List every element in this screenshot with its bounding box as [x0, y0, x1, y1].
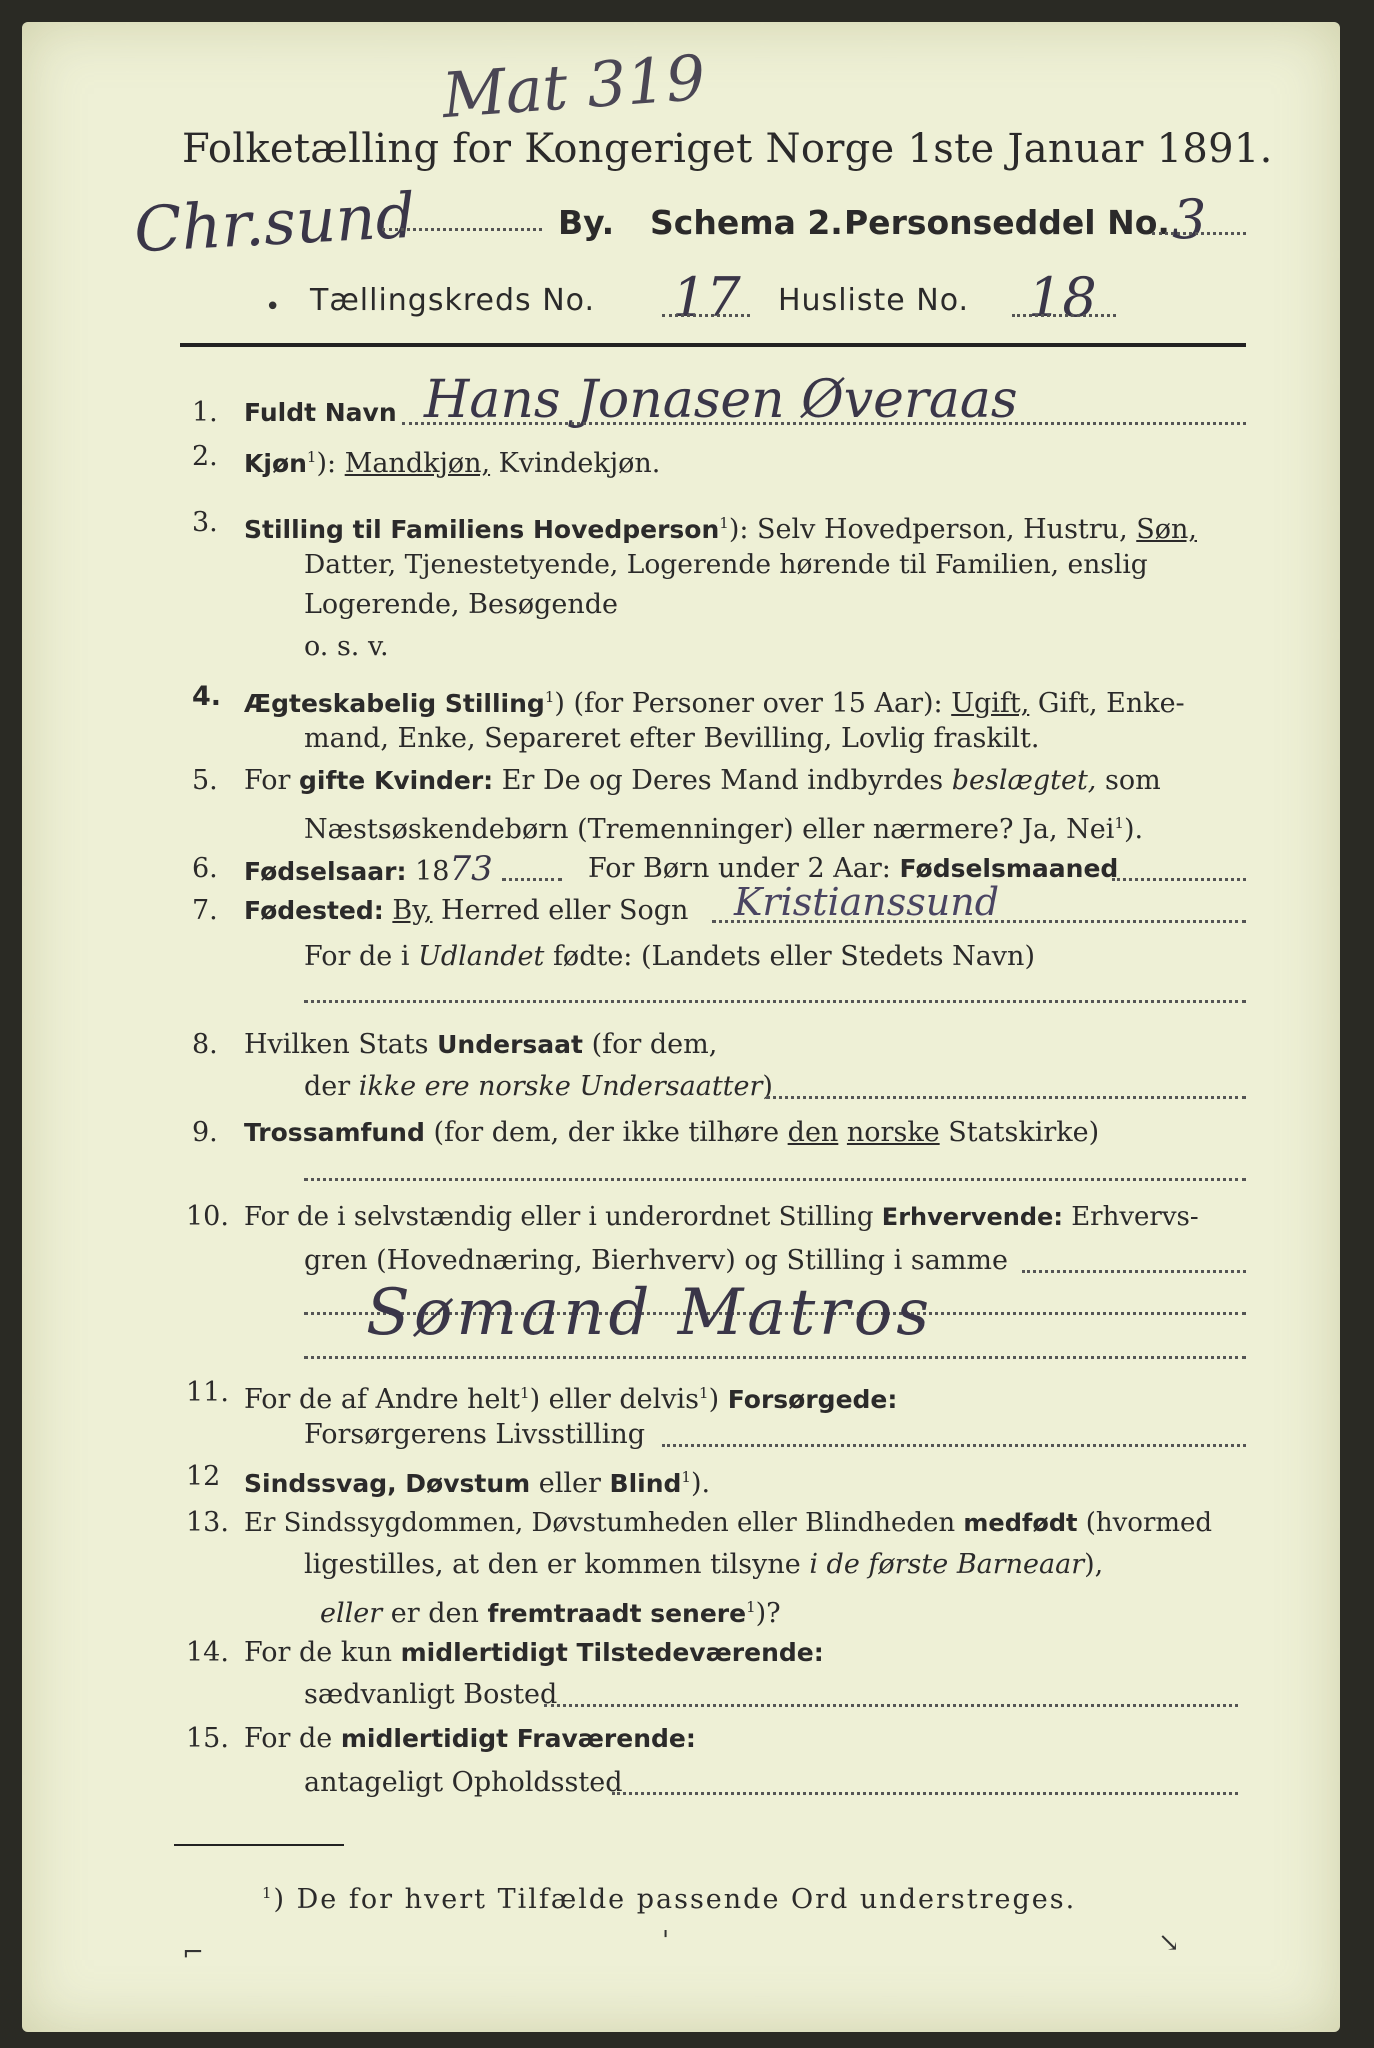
by-label: By. [558, 203, 615, 242]
q10-label: Erhvervende: [881, 1203, 1063, 1231]
q4-line1 [244, 680, 1185, 721]
q7-line1 [244, 894, 688, 928]
q4-number: 4. [192, 681, 222, 712]
q3-label: Stilling til Familiens Hovedperson [244, 515, 720, 544]
husliste-dots [1012, 314, 1116, 317]
q9-line1 [244, 1116, 1099, 1150]
q8-line2-a: der [304, 1071, 359, 1102]
q10-text-a: For de i selvstændig eller i underordnet Stilling [244, 1202, 882, 1232]
q2-label: Kjøn [244, 449, 307, 478]
q13-text-a: Er Sindssygdommen, Døvstumheden eller Blindheden [244, 1508, 964, 1538]
q8-line1 [244, 1028, 717, 1062]
q8-line2-b: ) [762, 1071, 773, 1102]
q3-line1 [244, 506, 1197, 547]
q13-line1 [244, 1506, 1212, 1540]
q7-text: Herred eller Sogn [432, 895, 689, 926]
q10-answer: Sømand Matros [366, 1276, 934, 1350]
kreds-number: 17 [672, 266, 741, 329]
q14-line2: sædvanligt Bosted [304, 1679, 558, 1710]
q1-number: 1. [192, 397, 218, 428]
q13-number: 13. [186, 1507, 229, 1538]
husliste-label: Husliste No. [778, 283, 970, 318]
q8-label: Undersaat [437, 1030, 583, 1059]
q6-line [244, 849, 493, 889]
q13-line2-b: ), [1084, 1549, 1104, 1580]
personseddel-dots [1152, 232, 1246, 235]
q9-space [838, 1117, 847, 1148]
q7-line2-a: For de i [304, 941, 419, 972]
stray-mark-right: ↘ [1158, 1928, 1180, 1958]
personseddel-label: Personseddel No. [844, 203, 1170, 242]
q13-sup: 1 [746, 1598, 756, 1616]
q7-line2-b: fødte: (Landets eller Stedets Navn) [544, 941, 1035, 972]
q14-text-a: For de kun [244, 1637, 401, 1668]
q4-text: ) (for Personer over 15 Aar): [554, 688, 952, 719]
q11-label: Forsørgede: [727, 1385, 898, 1414]
q1-dots [402, 422, 1246, 425]
stray-mark-left: ⌐ [182, 1938, 204, 1968]
q6-label-b: Fødselsmaaned [899, 854, 1119, 883]
q10-line2: gren (Hovednæring, Bierhverv) og Stilling i samme [304, 1245, 1009, 1276]
q7-label: Fødested: [244, 896, 384, 925]
q5-text-c: som [1096, 765, 1161, 796]
q10-dots-a [1022, 1270, 1246, 1273]
q5-text-b: Er De og Deres Mand indbyrdes [493, 765, 952, 796]
q4-text-end: Gift, Enke- [1029, 688, 1185, 719]
q13-line3-label: fremtraadt senere [487, 1599, 747, 1628]
q6-year-print: 18 [406, 856, 450, 887]
q13-line3-italic: eller [320, 1598, 383, 1629]
footnote [262, 1876, 1076, 1917]
q12-label: Sindssvag, Døvstum [244, 1469, 531, 1498]
q8-line2 [304, 1070, 773, 1104]
q2-selected-option: Mandkjøn, [344, 448, 491, 479]
q13-text-b: (hvormed [1077, 1508, 1213, 1538]
q9-dots [304, 1178, 1246, 1181]
q11-text-a: For de af Andre helt [244, 1384, 521, 1415]
q5-line1 [244, 764, 1161, 798]
top-annotation: Mat 319 [439, 40, 708, 133]
q11-sup1: 1 [520, 1384, 530, 1402]
footnote-rule [174, 1844, 344, 1846]
q14-line1 [244, 1636, 824, 1670]
schema-label: Schema 2. [650, 203, 843, 242]
q3-line2: Datter, Tjenestetyende, Logerende hørende til Familien, enslig [304, 549, 1148, 580]
q7-answer: Kristianssund [734, 880, 1000, 924]
q13-line3-b: )? [755, 1598, 781, 1629]
q9-text-b: (for dem, der ikke tilhøre [424, 1117, 788, 1148]
q7-dots [712, 920, 1246, 923]
q6-text-b: For Børn under 2 Aar: [588, 853, 900, 884]
q11-line1 [244, 1376, 897, 1417]
q7-selected-option: By, [392, 895, 433, 926]
q5-sup: 1 [1114, 814, 1124, 832]
q9-underlined-norske: norske [846, 1117, 940, 1148]
q14-label: midlertidigt Tilstedeværende: [400, 1638, 824, 1667]
q2-number: 2. [192, 441, 218, 472]
q6-year-handwritten: 73 [449, 849, 493, 889]
q2-sup: 1 [306, 448, 317, 466]
q12-number: 12 [186, 1461, 221, 1492]
q7-line2 [304, 940, 1035, 974]
q13-line2 [304, 1548, 1103, 1582]
q3-line3: Logerende, Besøgende [304, 589, 618, 620]
q2-text: ): [316, 448, 345, 479]
q13-line3-a: er den [382, 1598, 488, 1629]
q4-label: Ægteskabelig Stilling [244, 689, 545, 718]
q6-label: Fødselsaar: [244, 857, 407, 886]
q10-number: 10. [186, 1201, 229, 1232]
footnote-text: ) De for hvert Tilfælde passende Ord understreges. [273, 1884, 1077, 1915]
q13-line3 [320, 1590, 781, 1631]
q4-line2: mand, Enke, Separeret efter Bevilling, Lovlig fraskilt. [304, 723, 1040, 754]
q10-dots-c [304, 1356, 1246, 1359]
q11-line2: Forsørgerens Livsstilling [304, 1419, 646, 1450]
q9-underlined-den: den [787, 1117, 839, 1148]
q13-label: medfødt [963, 1509, 1078, 1537]
q12-line [244, 1460, 710, 1501]
q6-year-dots [502, 878, 562, 881]
q5-line2-end: ). [1123, 814, 1144, 845]
q8-line2-italic: ikke ere norske Undersaatter [358, 1071, 763, 1102]
q2-line [244, 440, 660, 481]
q5-line2-text: Næstsøskendebørn (Tremenninger) eller nærmere? Ja, Nei [304, 814, 1115, 845]
q3-selected-option: Søn, [1136, 514, 1197, 545]
q15-number: 15. [186, 1723, 229, 1754]
form-title: Folketælling for Kongeriget Norge 1ste Januar 1891. [182, 126, 1273, 172]
q10-text-b: Erhvervs- [1062, 1202, 1199, 1232]
city-handwritten: Chr.sund [132, 178, 417, 267]
q3-text: ): Selv Hovedperson, Hustru, [728, 514, 1137, 545]
kreds-label: Tællingskreds No. [310, 283, 595, 318]
stray-mark-center: ' [662, 1926, 670, 1956]
bullet-mark: • [265, 292, 281, 322]
q12-sup: 1 [681, 1468, 691, 1486]
q12-text-c: ). [690, 1468, 711, 1499]
q2-other-option: Kvindekjøn. [490, 448, 661, 479]
header-rule [180, 343, 1246, 347]
q3-line4: o. s. v. [304, 631, 389, 662]
q15-text-a: For de [244, 1723, 341, 1754]
q15-line1 [244, 1722, 696, 1756]
q5-label: gifte Kvinder: [299, 766, 494, 795]
q15-label: midlertidigt Fraværende: [340, 1724, 696, 1753]
footnote-sup: 1 [262, 1884, 274, 1902]
q8-text-b: (for dem, [582, 1029, 718, 1060]
q3-sup: 1 [719, 514, 729, 532]
q4-sup: 1 [544, 688, 555, 706]
q8-text-a: Hvilken Stats [244, 1029, 438, 1060]
q1-answer: Hans Jonasen Øveraas [424, 370, 1018, 430]
q9-text-c: Statskirke) [939, 1117, 1100, 1148]
q5-italic: beslægtet, [951, 765, 1097, 796]
city-dots [382, 228, 542, 231]
q3-number: 3. [192, 507, 218, 538]
q5-number: 5. [192, 765, 218, 796]
kreds-dots [662, 314, 750, 317]
q12-label-b: Blind [609, 1469, 682, 1498]
q8-number: 8. [192, 1029, 218, 1060]
q4-selected-option: Ugift, [951, 688, 1030, 719]
q6-month-dots [1112, 878, 1246, 881]
q14-number: 14. [186, 1637, 229, 1668]
q8-dots [766, 1096, 1246, 1099]
census-form [22, 22, 1340, 2032]
q6-number: 6. [192, 853, 218, 884]
q11-number: 11. [186, 1377, 229, 1408]
q7-abroad-dots [304, 1000, 1246, 1003]
q11-text-b: ) eller delvis [529, 1384, 700, 1415]
q11-dots [662, 1444, 1246, 1447]
husliste-number: 18 [1028, 266, 1097, 329]
q15-dots [612, 1792, 1238, 1795]
q5-text-a: For [244, 765, 300, 796]
q15-line2: antageligt Opholdssted [304, 1767, 623, 1798]
q11-sup2: 1 [699, 1384, 709, 1402]
personseddel-number: 3 [1172, 188, 1207, 251]
q12-text-b: eller [530, 1468, 610, 1499]
q7-number: 7. [192, 895, 218, 926]
q10-line1 [244, 1200, 1199, 1234]
q9-label: Trossamfund [244, 1118, 425, 1147]
q13-line2-italic: i de første Barneaar [809, 1549, 1085, 1580]
q11-text-c: ) [708, 1384, 728, 1415]
q14-dots [544, 1704, 1238, 1707]
q9-number: 9. [192, 1117, 218, 1148]
q5-line2 [304, 806, 1143, 847]
q13-line2-a: ligestilles, at den er kommen tilsyne [304, 1549, 810, 1580]
q7-line2-italic: Udlandet [418, 941, 545, 972]
q1-label: Fuldt Navn [244, 398, 397, 427]
